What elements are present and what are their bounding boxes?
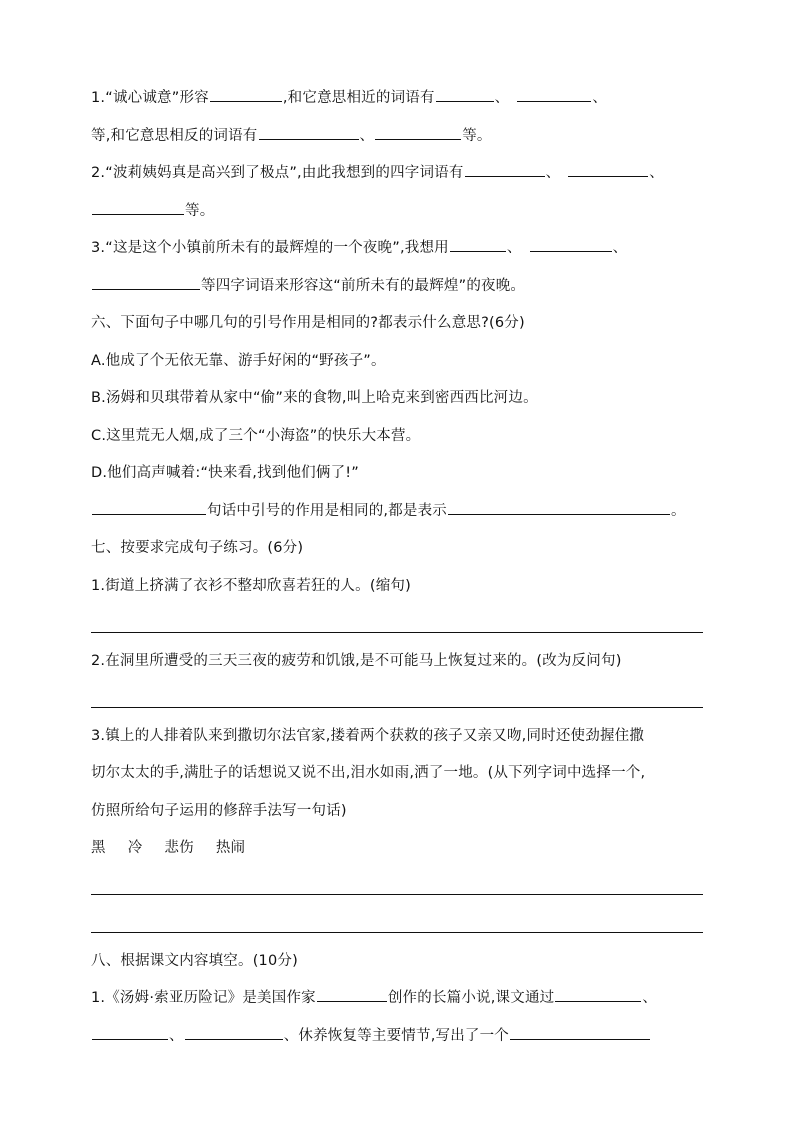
section-6-option-d: D.他们高声喊着:“快来看,找到他们俩了!” <box>91 465 360 481</box>
answer-blank[interactable] <box>465 162 545 177</box>
question-5-1-line-2 <box>91 118 711 156</box>
worksheet-page <box>91 80 711 1055</box>
q8-1-text-a: 1.《汤姆·索亚历险记》是美国作家 <box>91 990 316 1006</box>
answer-blank[interactable] <box>517 87 591 102</box>
section-7-q1: 1.街道上挤满了衣衫不整却欣喜若狂的人。(缩句) <box>91 577 411 594</box>
answer-blank[interactable] <box>530 237 612 252</box>
q8-1-sep-2: 、 <box>169 1027 184 1044</box>
section-6-answer-line <box>91 493 711 531</box>
question-5-3-line-1 <box>91 230 711 268</box>
section-7-heading: 七、按要求完成句子练习。(6分) <box>91 540 304 556</box>
answer-blank[interactable] <box>436 87 494 102</box>
q5-2-sep-1: 、 <box>545 165 561 181</box>
answer-blank[interactable] <box>317 987 387 1002</box>
section-8-heading: 八、根据课文内容填空。(10分) <box>91 952 298 969</box>
section-7-q1-answer-line[interactable] <box>91 605 711 643</box>
q5-1-sep-1: 、 <box>494 90 510 106</box>
q5-2-sep-2: 、 <box>649 165 664 181</box>
answer-blank[interactable] <box>450 237 506 252</box>
section-6-option-c: C.这里荒无人烟,成了三个“小海盗”的快乐大本营。 <box>91 427 421 444</box>
answer-blank[interactable] <box>92 500 206 515</box>
q5-3-sep-1: 、 <box>506 240 522 256</box>
answer-blank[interactable] <box>259 125 359 140</box>
q5-1-text-b: ,和它意思相近的词语有 <box>282 90 435 106</box>
section-7-q3-line-1: 3.镇上的人排着队来到撒切尔法官家,搂着两个获救的孩子又亲又吻,同时还使劲握住撒 <box>91 727 645 744</box>
q5-2-text-b: 等。 <box>185 202 215 219</box>
section-7-q3-answer-line-2[interactable] <box>91 905 711 943</box>
answer-blank[interactable] <box>568 162 648 177</box>
q5-3-sep-2: 、 <box>612 240 628 256</box>
q5-1-sep-3: 、 <box>359 127 375 144</box>
answer-blank[interactable] <box>92 1025 168 1040</box>
question-5-2-line-1 <box>91 155 711 193</box>
q5-1-sep-2: 、 <box>592 90 608 106</box>
word-choice: 黑 <box>91 840 106 856</box>
section-6-answer-end: 。 <box>671 502 686 519</box>
answer-blank[interactable] <box>375 125 461 140</box>
question-5-1-line-1 <box>91 80 711 118</box>
q8-1-text-c: 、休养恢复等主要情节,写出了一个 <box>283 1027 510 1044</box>
section-7-q2-answer-line[interactable] <box>91 680 711 718</box>
section-6-heading: 六、下面句子中哪几句的引号作用是相同的?都表示什么意思?(6分) <box>91 315 525 331</box>
answer-blank[interactable] <box>510 1025 650 1040</box>
answer-blank[interactable] <box>448 500 670 515</box>
section-8-q1-line-1 <box>91 980 711 1018</box>
q5-3-text-a: 3.“这是这个小镇前所未有的最辉煌的一个夜晚”,我想用 <box>91 240 449 256</box>
section-7-q2: 2.在洞里所遭受的三天三夜的疲劳和饥饿,是不可能马上恢复过来的。(改为反问句) <box>91 652 622 669</box>
section-7-q3-answer-line-1[interactable] <box>91 868 711 906</box>
word-choice: 冷 <box>127 840 143 856</box>
answer-blank[interactable] <box>185 1025 283 1040</box>
section-7-q3-line-3: 仿照所给句子运用的修辞手法写一句话) <box>91 802 347 819</box>
q5-3-text-b: 等四字词语来形容这“前所未有的最辉煌”的夜晚。 <box>201 277 526 294</box>
q5-1-text-c: 等,和它意思相反的词语有 <box>91 127 258 144</box>
answer-blank[interactable] <box>210 87 282 102</box>
q5-2-text-a: 2.“波莉姨妈真是高兴到了极点”,由此我想到的四字词语有 <box>91 165 464 181</box>
q8-1-text-b: 创作的长篇小说,课文通过 <box>387 990 555 1006</box>
answer-blank[interactable] <box>92 200 184 215</box>
q5-1-text-a: 1.“诚心诚意”形容 <box>91 90 209 106</box>
q8-1-sep-1: 、 <box>642 990 658 1006</box>
section-7-word-choices <box>91 830 711 868</box>
q5-1-text-d: 等。 <box>462 127 492 144</box>
question-5-2-line-2 <box>91 193 711 231</box>
question-5-3-line-2 <box>91 268 711 306</box>
section-7-q3-line-2: 切尔太太的手,满肚子的话想说又说不出,泪水如雨,洒了一地。(从下列字词中选择一个, <box>91 765 646 781</box>
answer-blank[interactable] <box>92 275 200 290</box>
word-choice: 热闹 <box>215 840 246 856</box>
word-choice: 悲伤 <box>164 840 194 856</box>
section-6-option-a: A.他成了个无依无靠、游手好闲的“野孩子”。 <box>91 352 386 369</box>
section-6-answer-text: 句话中引号的作用是相同的,都是表示 <box>207 502 448 519</box>
section-6-option-b: B.汤姆和贝琪带着从家中“偷”来的食物,叫上哈克来到密西西比河边。 <box>91 390 538 406</box>
section-8-q1-line-2 <box>91 1018 711 1056</box>
answer-blank[interactable] <box>555 987 641 1002</box>
